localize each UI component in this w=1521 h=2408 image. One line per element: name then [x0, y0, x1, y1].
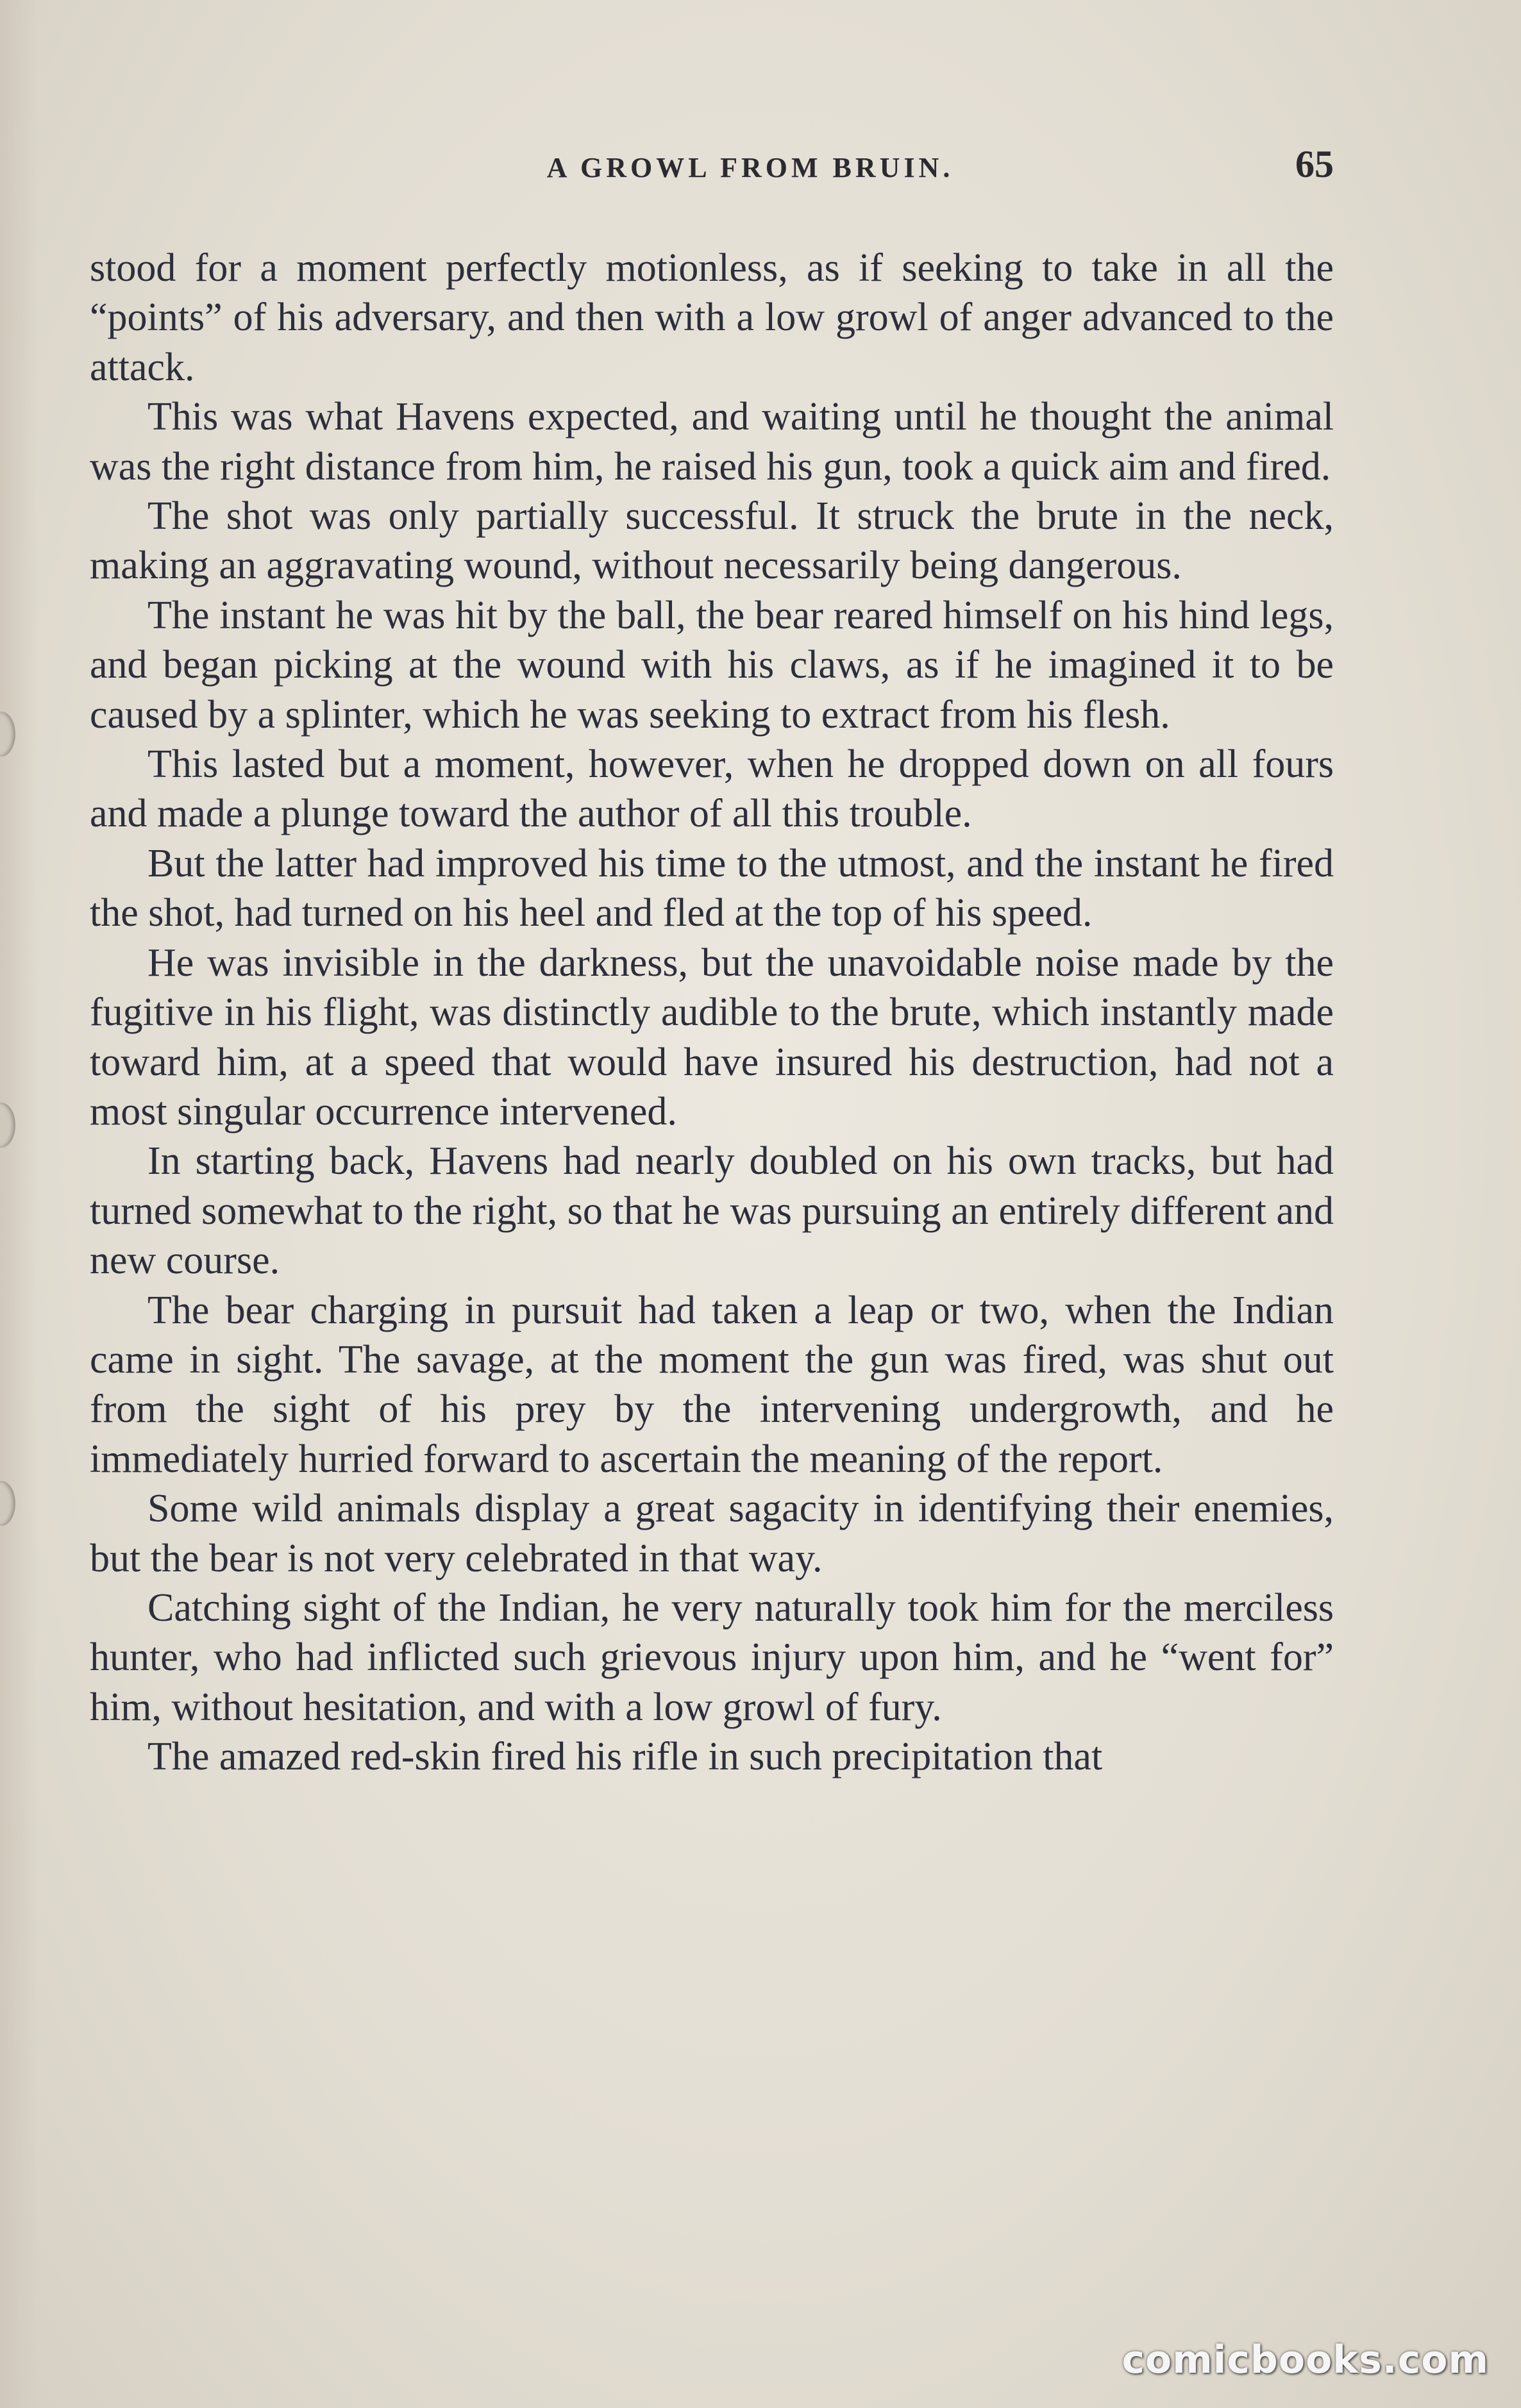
paragraph: The bear charging in pursuit had taken a leap or two, when the Indian came in sight. The savage, at the moment the gun was fired, was shut out from the sight of his prey by the intervening undergrowth, and he immediately hurried forward to ascertain the meaning of the report.	[90, 1288, 1334, 1481]
paragraph: The shot was only partially successful. It struck the brute in the neck, making an aggravating wound, without necessarily being dangerous.	[90, 494, 1334, 588]
paragraph: Catching sight of the Indian, he very naturally took him for the merciless hunter, who had inflicted such grievous injury upon him, and he “went for” him, without hesitation, and with a low growl of fury.	[90, 1585, 1334, 1729]
paragraph: But the latter had improved his time to the utmost, and the instant he fired the shot, had turned on his heel and fled at the top of his speed.	[90, 841, 1334, 935]
paragraph: This lasted but a moment, however, when he dropped down on all fours and made a plunge toward the author of all this trouble.	[90, 742, 1334, 836]
paragraph: The amazed red-skin fired his rifle in such precipitation that	[147, 1735, 1103, 1779]
page-header	[90, 140, 1334, 197]
paragraph: Some wild animals display a great sagacity in identifying their enemies, but the bear is not very celebrated in that way.	[90, 1487, 1334, 1580]
paragraph: The instant he was hit by the ball, the bear reared himself on his hind legs, and began picking at the wound with his claws, as if he imagined it to be caused by a splinter, which he was seeking to extract from his flesh.	[90, 593, 1334, 737]
body-text	[90, 244, 1334, 2327]
paragraph: In starting back, Havens had nearly doubled on his own tracks, but had turned somewhat to the right, so that he was pursuing an entirely different and new course.	[90, 1139, 1334, 1283]
page-gutter-shadow	[0, 0, 38, 2408]
paragraph: He was invisible in the darkness, but the unavoidable noise made by the fugitive in his flight, was distinctly audible to the brute, which instantly made toward him, at a speed that would have insured his destruction, had not a most singular occurrence intervened.	[90, 941, 1334, 1133]
running-head: A GROWL FROM BRUIN.	[546, 152, 954, 183]
paragraph: stood for a moment perfectly motionless, as if seeking to take in all the “points” of his adversary, and then with a low growl of anger advanced to the attack.	[90, 246, 1334, 389]
watermark: comicbooks.com	[1122, 2337, 1489, 2382]
page-number: 65	[1295, 143, 1334, 185]
paragraph: This was what Havens expected, and waiting until he thought the animal was the right distance from him, he raised his gun, took a quick aim and fired.	[90, 395, 1334, 489]
